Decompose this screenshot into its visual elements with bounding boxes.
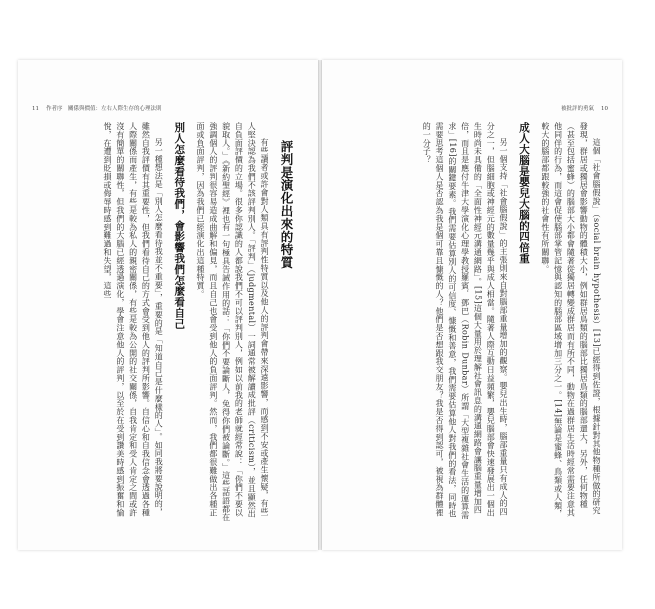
right-page-number: 10: [601, 106, 608, 112]
section-heading: 評判是演化出來的特質: [279, 140, 294, 269]
left-running-head: [32, 104, 162, 112]
right-subheading: 成人大腦是嬰兒大腦的四倍重: [518, 122, 531, 264]
left-page-number: 11: [32, 106, 39, 112]
right-paragraph-2: 另一個支持「社會腦假說」的主張則來自對腦部重量增加的觀察。嬰兒出生時，腦部重量只有成人的四分之一，但腦細胞或神經元的數量幾乎與成人相當。隨著人際互動日益頻繁，嬰兒腦部會快速發展出一個出生時尚未具備的「全面性神經元溝通網路」。[15]這個大量用於理解社會訊息的溝通網路會讓腦重量增加四倍，而且是應付牛津大學演化心理學教授羅賓．鄧巴（Robin Dunbar）所謂「大型複雜社會生活的運算需求」[16]的關鍵要素。我們需要估算別人的可信度、慷慨和善意，我們需要估算他人對我們的看法，同時也需要思考這個人是否認為我是個可靠且慷慨的人？他們是否想跟我交朋友？我是否得到認可，被視為群體裡的一分子？: [422, 122, 509, 520]
right-running-head: [561, 104, 608, 112]
left-paragraph-2: 另一種想法是「別人怎麼看待我並不重要」，重要的是「知道自己是什麼樣的人」。如同我將要說明的，雖然自我評價有其重要性，但我們看待自己的方式會受到他人的評判所影響。自信心和自我信念會透過各種人際關係而產生，有些是較為私人的親密關係，有些是較為公開的社交關係，自我肯定和受人肯定之間或許沒有簡單的關聯性，但我們的大腦已經透過演化，學會注意他人的評判，以至於在受到讚美時感到振奮和愉悅，在遭到貶損或侮辱時感到難過和失望，這些: [103, 122, 164, 517]
left-subheading: 別人怎麼看待我們，會影響我們怎麼看自己: [173, 122, 186, 330]
right-paragraph-1: 這個「社會腦假說」（social brain hypothesis）[13]已經得到佐證，根據針對其他物種所做的研究發現，群居或獨居會影響動物的體積大小，例如群居鳥類的腦部比獨居鳥類的腦部還大，另外，任何物種（甚至包括蜜蜂）的腦部大小都會隨著從獨居轉變成群居而有所不同，動物在過群居生活時經常需要注意其他同伴的行為，而這會促使腦部掌管記憶與認知的腦部區域增加三分之一。[14]無論是蜜蜂、鳥類或人類，較大的腦部都跟較強的社會性有所關聯。: [540, 122, 601, 519]
right-page: [322, 60, 622, 550]
left-body-text: [40, 122, 302, 522]
right-body-text: [344, 122, 602, 522]
left-page: [18, 60, 318, 550]
right-running-head-title: 被批評的勇氣: [560, 106, 594, 112]
left-running-head-title: 作者序 關係與價值：左右人際生存的心理法則: [46, 106, 162, 112]
left-paragraph-1: 有些讀者或許會對人類具有評判性特質以及他人的評判會帶來深遠影響，而感到不安或產生懷疑，有些人堅決認為我們不該評判別人。「評判」（judgmental）一詞通常被解讀成批評（criticism），並且顯然出自負面評價的立場。很多你認識的人都說我們不可以評判別人，例如以前我的老師就經常說：「你們不要以貌取人。」《新約聖經》裡也有一句極具告誡作用的話：「你們不要論斷人，免得你們被論斷。」這些話語都在強調個人的評判很容易造成曲解和偏見，而且自己也會受到他人的負面評判。然而，我們都很難做出各種正面或負面評判，因為我們已經演化出這種特質。: [196, 122, 269, 522]
